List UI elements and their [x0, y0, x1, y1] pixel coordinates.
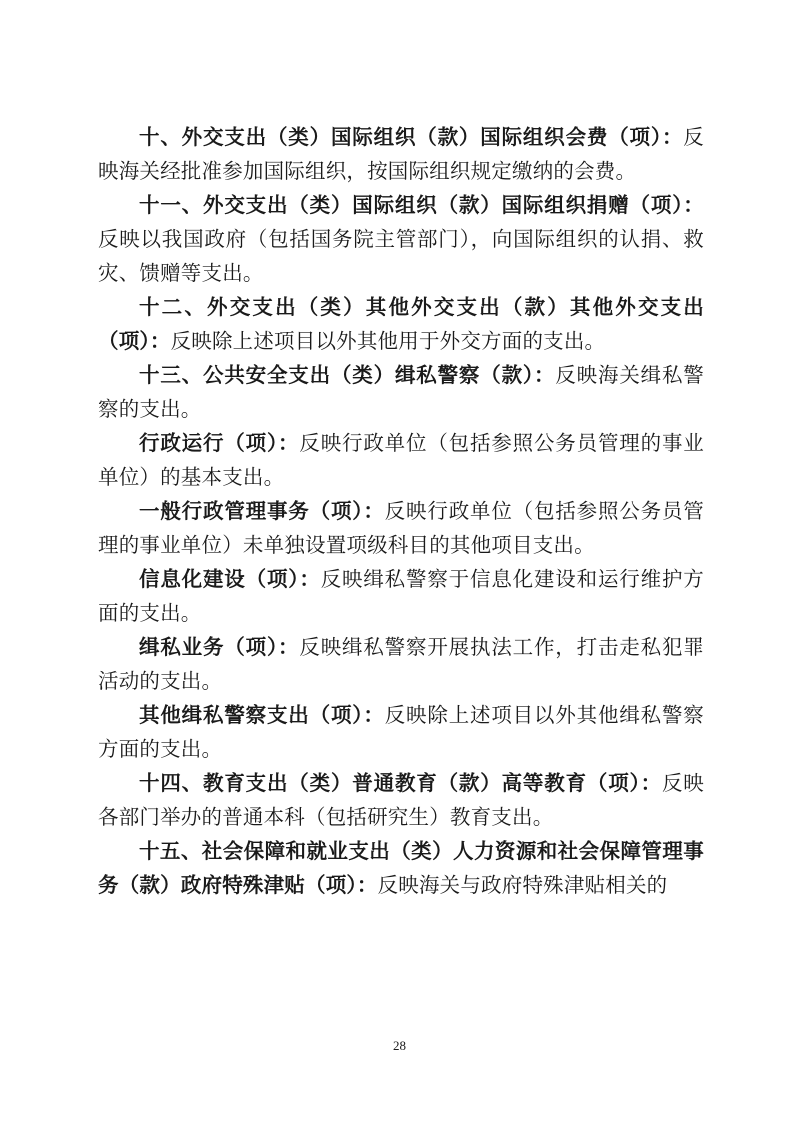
- paragraph-11: [98, 188, 704, 290]
- paragraph-body: 反映海关缉私警察的支出。: [98, 363, 704, 421]
- paragraph-body: 反映缉私警察开展执法工作，打击走私犯罪活动的支出。: [98, 635, 704, 693]
- paragraph-body: 反映除上述项目以外其他缉私警察方面的支出。: [98, 703, 705, 761]
- paragraph-body: 反映缉私警察于信息化建设和运行维护方面的支出。: [98, 567, 704, 625]
- paragraph-13: [98, 358, 704, 426]
- paragraph-general-admin: [98, 494, 704, 562]
- paragraph-other-police: [98, 698, 704, 766]
- paragraph-lead: 其他缉私警察支出（项）：: [139, 703, 385, 727]
- paragraph-lead: 十五、社会保障和就业支出（类）人力资源和社会保障管理事务（款）政府特殊津贴（项）：: [98, 839, 704, 897]
- paragraph-14: [98, 766, 704, 834]
- paragraph-body: 反映海关经批准参加国际组织，按国际组织规定缴纳的会费。: [98, 125, 704, 183]
- paragraph-lead: 十三、公共安全支出（类）缉私警察（款）：: [139, 363, 556, 387]
- paragraph-lead: 行政运行（项）：: [139, 431, 300, 455]
- paragraph-informatization: [98, 562, 704, 630]
- page-number: 28: [393, 1038, 406, 1053]
- paragraph-15: [98, 834, 704, 902]
- document-body: [98, 120, 704, 902]
- paragraph-body: 反映海关与政府特殊津贴相关的: [377, 873, 668, 897]
- paragraph-lead: 十四、教育支出（类）普通教育（款）高等教育（项）：: [139, 771, 662, 795]
- paragraph-lead: 十二、外交支出（类）其他外交支出（款）其他外交支出（项）：: [98, 295, 704, 353]
- paragraph-admin-operation: [98, 426, 704, 494]
- paragraph-lead: 缉私业务（项）：: [139, 635, 300, 659]
- paragraph-lead: 信息化建设（项）：: [139, 567, 321, 591]
- paragraph-body: 反映行政单位（包括参照公务员管理的事业单位）的基本支出。: [98, 431, 704, 489]
- paragraph-anti-smuggling: [98, 630, 704, 698]
- paragraph-body: 反映各部门举办的普通本科（包括研究生）教育支出。: [98, 771, 704, 829]
- paragraph-lead: 十一、外交支出（类）国际组织（款）国际组织捐赠（项）：: [139, 193, 704, 217]
- paragraph-lead: 十、外交支出（类）国际组织（款）国际组织会费（项）：: [139, 125, 684, 149]
- paragraph-lead: 一般行政管理事务（项）：: [139, 499, 385, 523]
- paragraph-body: 反映行政单位（包括参照公务员管理的事业单位）未单独设置项级科目的其他项目支出。: [98, 499, 705, 557]
- paragraph-body: 反映以我国政府（包括国务院主管部门），向国际组织的认捐、救灾、馈赠等支出。: [98, 227, 704, 285]
- paragraph-10: [98, 120, 704, 188]
- paragraph-body: 反映除上述项目以外其他用于外交方面的支出。: [170, 329, 606, 353]
- paragraph-12: [98, 290, 704, 358]
